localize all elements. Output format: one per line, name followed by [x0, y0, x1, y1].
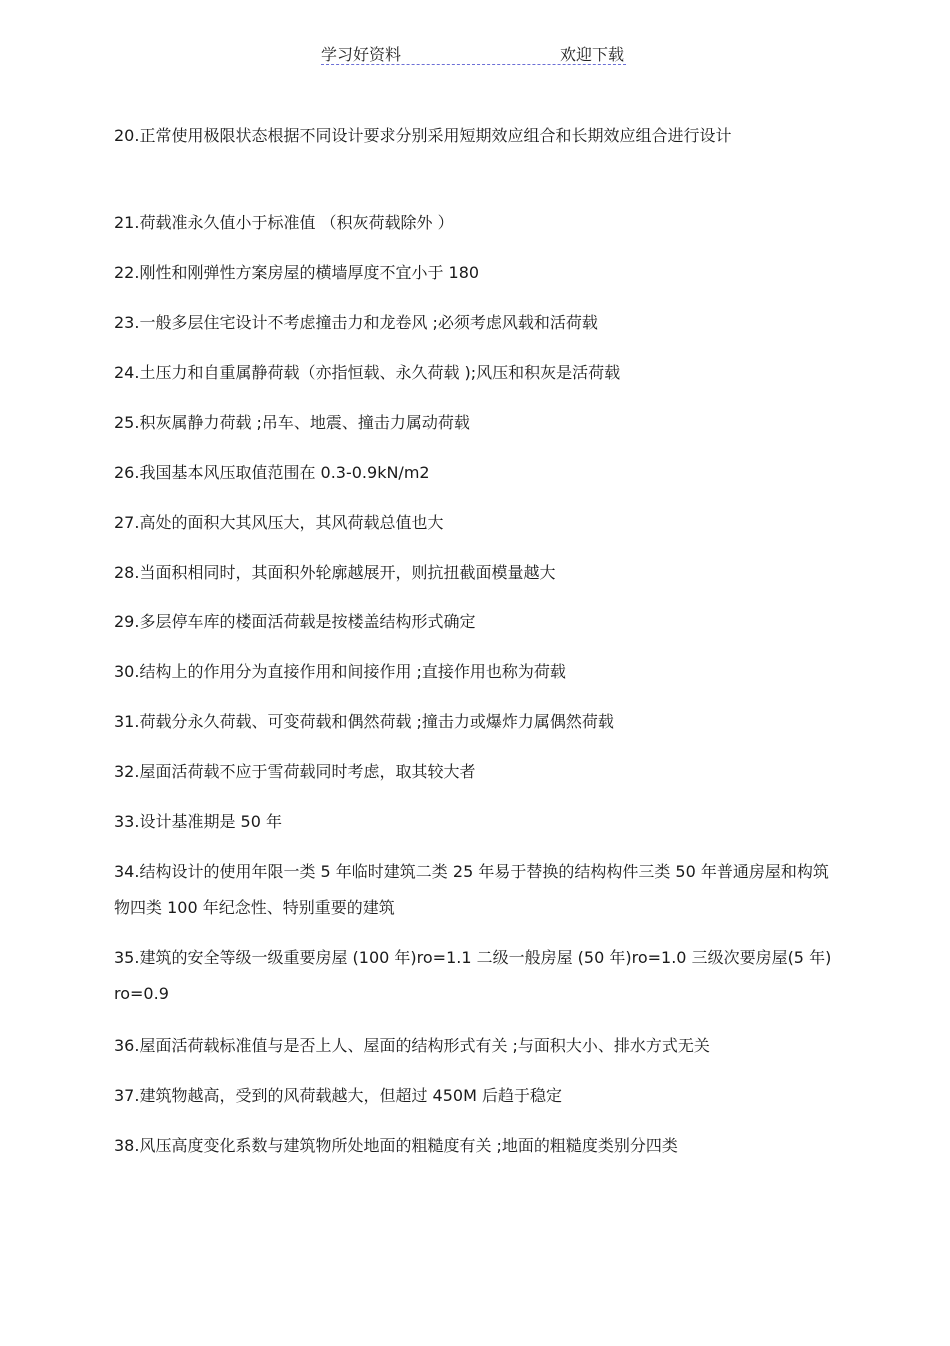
list-item: 21.荷载准永久值小于标准值 （积灰荷载除外 ）: [114, 213, 454, 232]
list-item: 37.建筑物越高，受到的风荷载越大，但超过 450M 后趋于稳定: [114, 1086, 562, 1105]
list-item: 28.当面积相同时，其面积外轮廓越展开，则抗扭截面模量越大: [114, 563, 556, 582]
header-right-text: 欢迎下载: [559, 45, 624, 64]
list-item: 25.积灰属静力荷载 ;吊车、地震、撞击力属动荷载: [114, 413, 470, 432]
list-item: 20.正常使用极限状态根据不同设计要求分别采用短期效应组合和长期效应组合进行设计: [114, 126, 732, 145]
list-item: 36.屋面活荷载标准值与是否上人、屋面的结构形式有关 ;与面积大小、排水方式无关: [114, 1036, 710, 1055]
list-item: 32.屋面活荷载不应于雪荷载同时考虑，取其较大者: [114, 762, 476, 781]
list-item: 26.我国基本风压取值范围在 0.3-0.9kN/m2: [114, 463, 430, 482]
list-item: 30.结构上的作用分为直接作用和间接作用 ;直接作用也称为荷载: [114, 662, 566, 681]
list-item: 35.建筑的安全等级一级重要房屋 (100 年)ro=1.1 二级一般房屋 (50 年)ro=1.0 三级次要房屋(5 年)ro=0.9: [114, 948, 832, 1003]
list-item: 31.荷载分永久荷载、可变荷载和偶然荷载 ;撞击力或爆炸力属偶然荷载: [114, 712, 614, 731]
list-item: 23.一般多层住宅设计不考虑撞击力和龙卷风 ;必须考虑风载和活荷载: [114, 313, 598, 332]
list-item: 34.结构设计的使用年限一类 5 年临时建筑二类 25 年易于替换的结构构件三类 50 年普通房屋和构筑物四类 100 年纪念性、特别重要的建筑: [114, 862, 829, 917]
list-item: 38.风压高度变化系数与建筑物所处地面的粗糙度有关 ;地面的粗糙度类别分四类: [114, 1136, 678, 1155]
list-item: 24.土压力和自重属静荷载（亦指恒载、永久荷载 );风压和积灰是活荷载: [114, 363, 621, 382]
list-item: 33.设计基准期是 50 年: [114, 812, 282, 831]
list-item: 27.高处的面积大其风压大，其风荷载总值也大: [114, 513, 444, 532]
list-item: 29.多层停车库的楼面活荷载是按楼盖结构形式确定: [114, 612, 476, 631]
list-item: 22.刚性和刚弹性方案房屋的横墙厚度不宜小于 180: [114, 263, 480, 282]
header-left-text: 学习好资料: [321, 45, 402, 64]
page-header: [321, 40, 626, 65]
